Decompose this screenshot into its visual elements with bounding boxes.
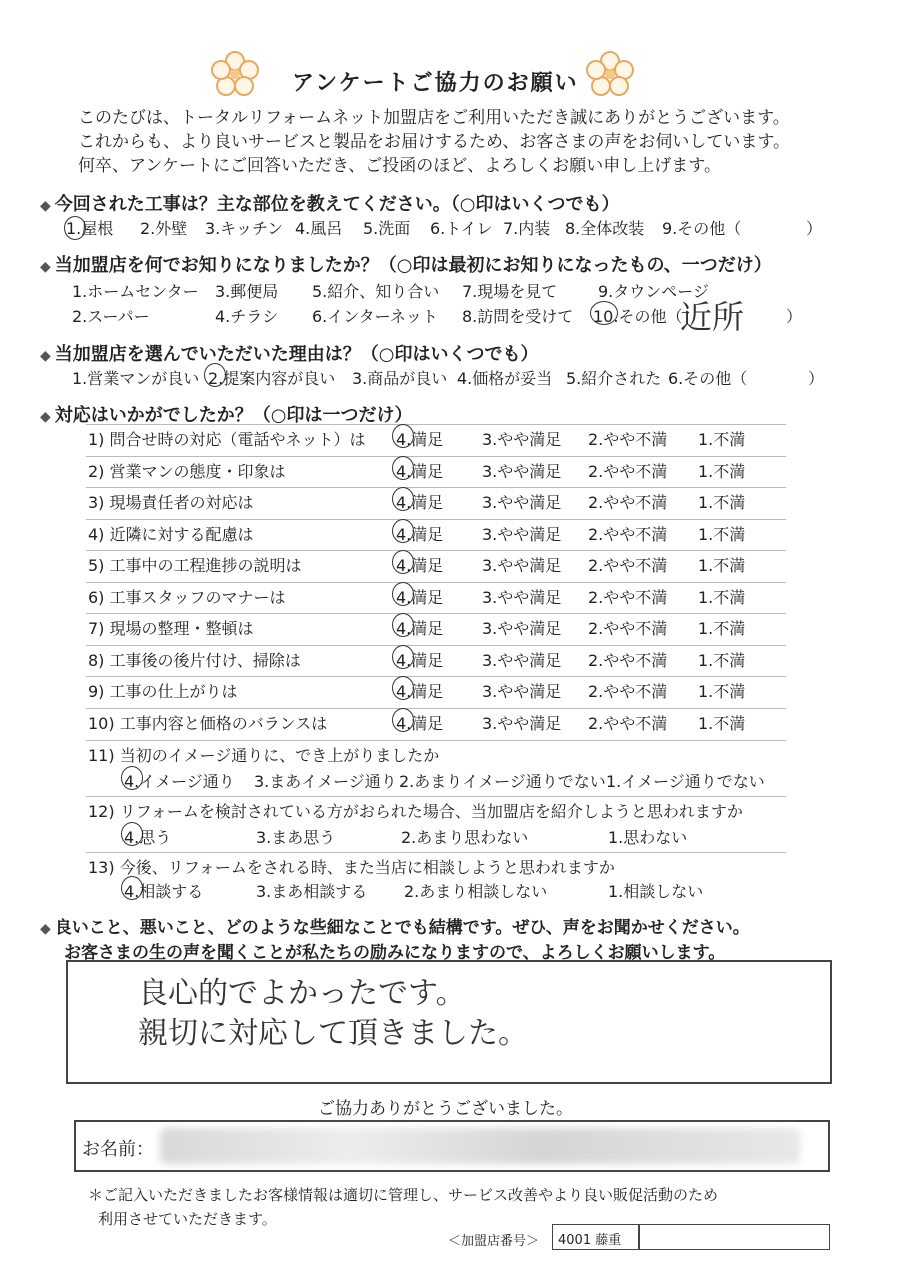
q4-item-label: 7) 現場の整理・整頓は <box>88 619 254 638</box>
q4-rating-option[interactable]: 3.やや満足 <box>482 714 562 733</box>
q11-option-4[interactable]: 4.イメージ通り <box>124 772 235 791</box>
q4-rating-option[interactable]: 1.不満 <box>698 588 746 607</box>
q4-rating-option[interactable]: 3.やや満足 <box>482 651 562 670</box>
q4-rating-option[interactable]: 1.不満 <box>698 682 746 701</box>
q4-rating-option[interactable]: 4.満足 <box>396 430 444 449</box>
q4-rating-option[interactable]: 2.やや不満 <box>588 619 668 638</box>
q2-option-2[interactable]: 2.スーパー <box>72 307 150 326</box>
row-divider <box>86 645 786 646</box>
q4-rating-option[interactable]: 4.満足 <box>396 493 444 512</box>
comments-subheading: お客さまの生の声を聞くことが私たちの励みになりますので、よろしくお願いします。 <box>64 943 726 963</box>
flower-icon-right <box>585 50 635 96</box>
q4-rating-option[interactable]: 2.やや不満 <box>588 556 668 575</box>
footer-note-1: ＊ご記入いただきましたお客様情報は適切に管理し、サービス改善やより良い販促活動のため <box>88 1186 719 1204</box>
q4-rating-option[interactable]: 2.やや不満 <box>588 714 668 733</box>
q12-option-3[interactable]: 3.まあ思う <box>256 828 336 847</box>
q4-rating-option[interactable]: 4.満足 <box>396 525 444 544</box>
q2-option-6[interactable]: 6.インターネット <box>312 307 438 326</box>
row-divider <box>86 852 786 853</box>
q1-option-9[interactable]: 9.その他（ <box>662 219 742 238</box>
row-divider <box>86 424 786 425</box>
diamond-icon: ◆ <box>40 921 51 937</box>
row-divider <box>86 708 786 709</box>
q2-option-3[interactable]: 3.郵便局 <box>215 282 279 301</box>
diamond-icon: ◆ <box>40 409 51 425</box>
q3-option-5[interactable]: 5.紹介された <box>566 369 662 388</box>
q1-option-7[interactable]: 7.内装 <box>503 219 551 238</box>
row-divider <box>86 676 786 677</box>
q3-option-6[interactable]: 6.その他（ <box>668 369 748 388</box>
q4-rating-option[interactable]: 3.やや満足 <box>482 682 562 701</box>
q1-option-6[interactable]: 6.トイレ <box>430 219 493 238</box>
diamond-icon: ◆ <box>40 198 51 214</box>
q3-option-3[interactable]: 3.商品が良い <box>352 369 448 388</box>
q12-option-2[interactable]: 2.あまり思わない <box>401 828 529 847</box>
page-title: アンケートご協力のお願い <box>292 71 579 96</box>
q2-option-5[interactable]: 5.紹介、知り合い <box>312 282 440 301</box>
q4-rating-option[interactable]: 3.やや満足 <box>482 462 562 481</box>
row-divider <box>86 796 786 797</box>
q4-rating-option[interactable]: 1.不満 <box>698 493 746 512</box>
q3-heading: ◆ 当加盟店を選んでいただいた理由は？（○印はいくつでも） <box>40 344 539 365</box>
q4-rating-option[interactable]: 1.不満 <box>698 525 746 544</box>
q12-option-1[interactable]: 1.思わない <box>608 828 688 847</box>
intro-line-1: このたびは、トータルリフォームネット加盟店をご利用いただき誠にありがとうございます。 <box>78 108 790 128</box>
q4-rating-option[interactable]: 2.やや不満 <box>588 493 668 512</box>
q1-option-2[interactable]: 2.外壁 <box>140 219 188 238</box>
row-divider <box>86 456 786 457</box>
q3-option-1[interactable]: 1.営業マンが良い <box>72 369 200 388</box>
q12-label: 12) リフォームを検討されている方がおられた場合、当加盟店を紹介しようと思われますか <box>88 802 743 821</box>
q2-option-4[interactable]: 4.チラシ <box>215 307 279 326</box>
q1-heading: ◆ 今回された工事は？主な部位を教えてください。（○印はいくつでも） <box>40 194 620 215</box>
name-label: お名前： <box>82 1139 154 1160</box>
q2-close-paren: ） <box>786 307 803 326</box>
footer-note-2: 利用させていただきます。 <box>98 1210 277 1228</box>
q1-close-paren: ） <box>806 219 823 238</box>
name-redacted <box>160 1128 800 1164</box>
intro-line-3: 何卒、アンケートにご回答いただき、ご投函のほど、よろしくお願い申し上げます。 <box>78 156 721 176</box>
q13-option-2[interactable]: 2.あまり相談しない <box>404 882 548 901</box>
store-number: 4001 藤重 <box>558 1233 622 1248</box>
row-divider <box>86 613 786 614</box>
comments-heading: ◆ 良いこと、悪いこと、どのような些細なことでも結構です。ぜひ、声をお聞かせください。 <box>40 918 750 938</box>
q2-option-8[interactable]: 8.訪問を受けて <box>462 307 574 326</box>
q4-rating-option[interactable]: 1.不満 <box>698 430 746 449</box>
q4-rating-option[interactable]: 4.満足 <box>396 462 444 481</box>
q2-other-handwriting: 近所 <box>680 298 745 336</box>
thanks-text: ご協力ありがとうございました。 <box>318 1099 573 1119</box>
q4-item-label: 8) 工事後の後片付け、掃除は <box>88 651 301 670</box>
comment-handwriting-2: 親切に対応して頂きました。 <box>138 1016 528 1051</box>
q4-item-label: 2) 営業マンの態度・印象は <box>88 462 286 481</box>
q13-option-1[interactable]: 1.相談しない <box>608 882 704 901</box>
q2-option-7[interactable]: 7.現場を見て <box>462 282 558 301</box>
q11-label: 11) 当初のイメージ通りに、でき上がりましたか <box>88 746 440 765</box>
q4-rating-option[interactable]: 2.やや不満 <box>588 525 668 544</box>
q4-rating-option[interactable]: 4.満足 <box>396 651 444 670</box>
q4-rating-option[interactable]: 2.やや不満 <box>588 462 668 481</box>
diamond-icon: ◆ <box>40 259 51 275</box>
comment-handwriting-1: 良心的でよかったです。 <box>138 976 466 1011</box>
q4-rating-option[interactable]: 2.やや不満 <box>588 682 668 701</box>
q3-option-4[interactable]: 4.価格が妥当 <box>457 369 553 388</box>
q4-item-label: 5) 工事中の工程進捗の説明は <box>88 556 302 575</box>
row-divider <box>86 550 786 551</box>
q2-option-9[interactable]: 9.タウンページ <box>598 282 709 301</box>
q13-option-4[interactable]: 4.相談する <box>124 882 204 901</box>
row-divider <box>86 519 786 520</box>
store-name-box <box>638 1224 830 1250</box>
q1-option-8[interactable]: 8.全体改装 <box>565 219 645 238</box>
q4-item-label: 1) 問合せ時の対応（電話やネット）は <box>88 430 366 449</box>
q4-item-label: 3) 現場責任者の対応は <box>88 493 254 512</box>
q4-rating-option[interactable]: 2.やや不満 <box>588 430 668 449</box>
intro-line-2: これからも、より良いサービスと製品をお届けするため、お客さまの声をお伺いしています。 <box>78 132 790 152</box>
q4-rating-option[interactable]: 1.不満 <box>698 619 746 638</box>
q3-option-2[interactable]: 2.提案内容が良い <box>208 369 336 388</box>
q4-item-label: 9) 工事の仕上がりは <box>88 682 238 701</box>
q1-option-3[interactable]: 3.キッチン <box>205 219 284 238</box>
flower-icon-left <box>210 50 260 96</box>
q4-item-label: 4) 近隣に対する配慮は <box>88 525 254 544</box>
row-divider <box>86 582 786 583</box>
q1-option-1[interactable]: 1.屋根 <box>66 219 114 238</box>
q4-rating-option[interactable]: 1.不満 <box>698 651 746 670</box>
q12-option-4[interactable]: 4.思う <box>124 828 172 847</box>
q3-close-paren: ） <box>808 369 825 388</box>
q4-rating-option[interactable]: 4.満足 <box>396 588 444 607</box>
q2-option-10[interactable]: 10.その他（ <box>593 307 683 326</box>
q4-rating-option[interactable]: 3.やや満足 <box>482 493 562 512</box>
q4-rating-option[interactable]: 3.やや満足 <box>482 619 562 638</box>
q2-option-1[interactable]: 1.ホームセンター <box>72 282 199 301</box>
q13-label: 13) 今後、リフォームをされる時、また当店に相談しようと思われますか <box>88 858 615 877</box>
q4-rating-option[interactable]: 3.やや満足 <box>482 525 562 544</box>
q11-option-1[interactable]: 1.イメージ通りでない <box>606 772 765 791</box>
diamond-icon: ◆ <box>40 348 51 364</box>
q4-rating-option[interactable]: 4.満足 <box>396 556 444 575</box>
q4-rating-option[interactable]: 3.やや満足 <box>482 430 562 449</box>
row-divider <box>86 487 786 488</box>
q2-heading: ◆ 当加盟店を何でお知りになりましたか？（○印は最初にお知りになったもの、一つだけ） <box>40 255 772 276</box>
q4-rating-option[interactable]: 2.やや不満 <box>588 651 668 670</box>
q4-item-label: 10) 工事内容と価格のバランスは <box>88 714 328 733</box>
store-number-label: ＜加盟店番号＞ <box>448 1234 540 1249</box>
q4-rating-option[interactable]: 1.不満 <box>698 714 746 733</box>
q4-heading: ◆ 対応はいかがでしたか？（○印は一つだけ） <box>40 405 413 426</box>
q4-rating-option[interactable]: 3.やや満足 <box>482 556 562 575</box>
q13-option-3[interactable]: 3.まあ相談する <box>256 882 368 901</box>
q1-option-5[interactable]: 5.洗面 <box>363 219 411 238</box>
q4-item-label: 6) 工事スタッフのマナーは <box>88 588 286 607</box>
row-divider <box>86 740 786 741</box>
q4-rating-option[interactable]: 3.やや満足 <box>482 588 562 607</box>
q4-rating-option[interactable]: 2.やや不満 <box>588 588 668 607</box>
q11-option-3[interactable]: 3.まあイメージ通り <box>254 772 397 791</box>
q4-rating-option[interactable]: 1.不満 <box>698 556 746 575</box>
q11-option-2[interactable]: 2.あまりイメージ通りでない <box>399 772 606 791</box>
q4-rating-option[interactable]: 4.満足 <box>396 714 444 733</box>
q4-rating-option[interactable]: 4.満足 <box>396 682 444 701</box>
q4-rating-option[interactable]: 1.不満 <box>698 462 746 481</box>
q1-option-4[interactable]: 4.風呂 <box>295 219 343 238</box>
q4-rating-option[interactable]: 4.満足 <box>396 619 444 638</box>
